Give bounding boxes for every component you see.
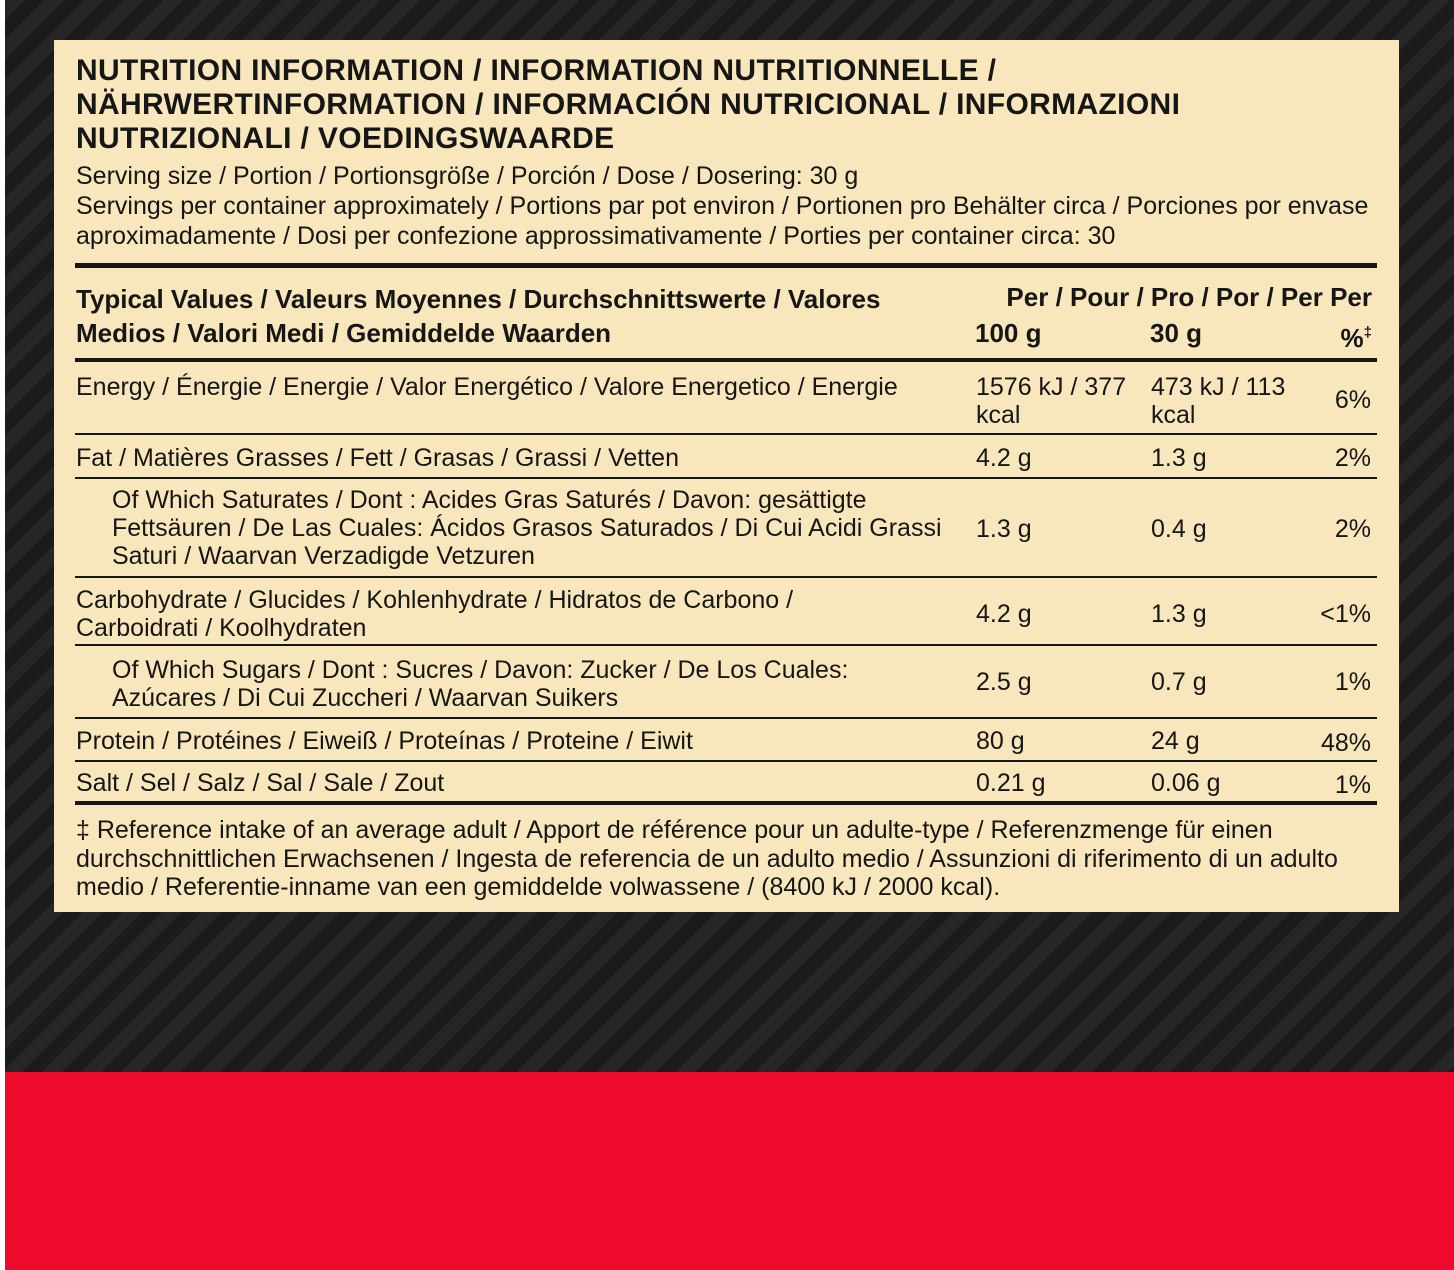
value-percent: 6% <box>1334 386 1371 414</box>
row-label: Salt / Sel / Salz / Sal / Sale / Zout <box>76 769 445 797</box>
serving-info <box>76 161 1386 251</box>
header-30g: 30 g <box>1150 318 1203 348</box>
header-percent: %‡ <box>1340 323 1372 353</box>
value-per-30g: 0.7 g <box>1151 668 1207 696</box>
row-label: Protein / Protéines / Eiweiß / Proteínas / Proteine / Eiwit <box>76 727 693 755</box>
row-label: Energy / Énergie / Energie / Valor Energético / Valore Energetico / Energie <box>76 373 898 401</box>
reference-intake-footnote: ‡ Reference intake of an average adult / Apport de référence pour un adulte-type / Referenzmenge für einen durchschnittlichen Erwachsenen / Ingesta de referencia de un adulto medio / Assunzioni di riferimento di un adulto medio / Referentie-inname van een gemiddelde volwassene / (8400 kJ / 2000 kcal). <box>76 816 1338 901</box>
table-bottom-rule <box>75 801 1377 805</box>
value-per-30g: 473 kJ / 113 kcal <box>1151 373 1286 429</box>
value-percent: 2% <box>1334 444 1371 472</box>
value-percent: 1% <box>1334 771 1371 799</box>
value-per-100g: 2.5 g <box>976 668 1032 696</box>
value-per-30g: 0.06 g <box>1151 769 1221 797</box>
row-divider <box>75 644 1377 646</box>
value-percent: 48% <box>1320 729 1371 757</box>
row-divider <box>75 433 1377 435</box>
header-100g: 100 g <box>975 318 1042 348</box>
value-per-100g: 80 g <box>976 727 1025 755</box>
row-label: Of Which Saturates / Dont : Acides Gras Saturés / Davon: gesättigte Fettsäuren / De Las Cuales: Ácidos Grasos Saturados / Di Cui Acidi Grassi Saturi / Waarvan Verzadigde Vetzuren <box>112 486 942 570</box>
header-rule <box>75 358 1377 362</box>
value-percent: <1% <box>1320 600 1371 628</box>
value-per-30g: 24 g <box>1151 727 1200 755</box>
typical-values-header: Typical Values / Valeurs Moyennes / Durchschnittswerte / Valores Medios / Valori Medi / Gemiddelde Waarden <box>76 284 881 348</box>
double-dagger-mark: ‡ <box>1363 324 1372 341</box>
row-divider <box>75 717 1377 719</box>
row-divider <box>75 576 1377 578</box>
value-per-100g: 1576 kJ / 377 kcal <box>976 373 1127 429</box>
servings-per-container: Servings per container approximately / Portions par pot environ / Portionen pro Behälter circa / Porciones por envase aproximadamente / Dosi per confezione approssimativamente / Porties per container circa: 30 <box>76 192 1369 250</box>
value-per-30g: 0.4 g <box>1151 515 1207 543</box>
value-per-30g: 1.3 g <box>1151 600 1207 628</box>
per-header: Per / Pour / Pro / Por / Per Per <box>1006 282 1372 312</box>
row-divider <box>75 477 1377 479</box>
value-per-100g: 4.2 g <box>976 600 1032 628</box>
row-label: Carbohydrate / Glucides / Kohlenhydrate / Hidratos de Carbono / Carboidrati / Koolhydraten <box>76 586 794 642</box>
nutrition-title: NUTRITION INFORMATION / INFORMATION NUTRITIONNELLE / NÄHRWERTINFORMATION / INFORMACIÓN NUTRICIONAL / INFORMAZIONI NUTRIZIONALI / VOEDINGSWAARDE <box>76 54 1181 155</box>
row-label: Fat / Matières Grasses / Fett / Grasas / Grassi / Vetten <box>76 444 679 472</box>
value-percent: 1% <box>1334 668 1371 696</box>
serving-size: Serving size / Portion / Portionsgröße / Porción / Dose / Dosering: 30 g <box>76 162 859 190</box>
row-label: Of Which Sugars / Dont : Sucres / Davon: Zucker / De Los Cuales: Azúcares / Di Cui Zuccheri / Waarvan Suikers <box>112 656 849 712</box>
red-band <box>5 1072 1454 1270</box>
nutrition-panel <box>54 40 1399 912</box>
column-headers <box>972 280 1372 353</box>
row-divider <box>75 760 1377 762</box>
value-per-100g: 0.21 g <box>976 769 1046 797</box>
value-percent: 2% <box>1334 515 1371 543</box>
table-top-rule <box>75 263 1377 268</box>
value-per-30g: 1.3 g <box>1151 444 1207 472</box>
value-per-100g: 1.3 g <box>976 515 1032 543</box>
value-per-100g: 4.2 g <box>976 444 1032 472</box>
